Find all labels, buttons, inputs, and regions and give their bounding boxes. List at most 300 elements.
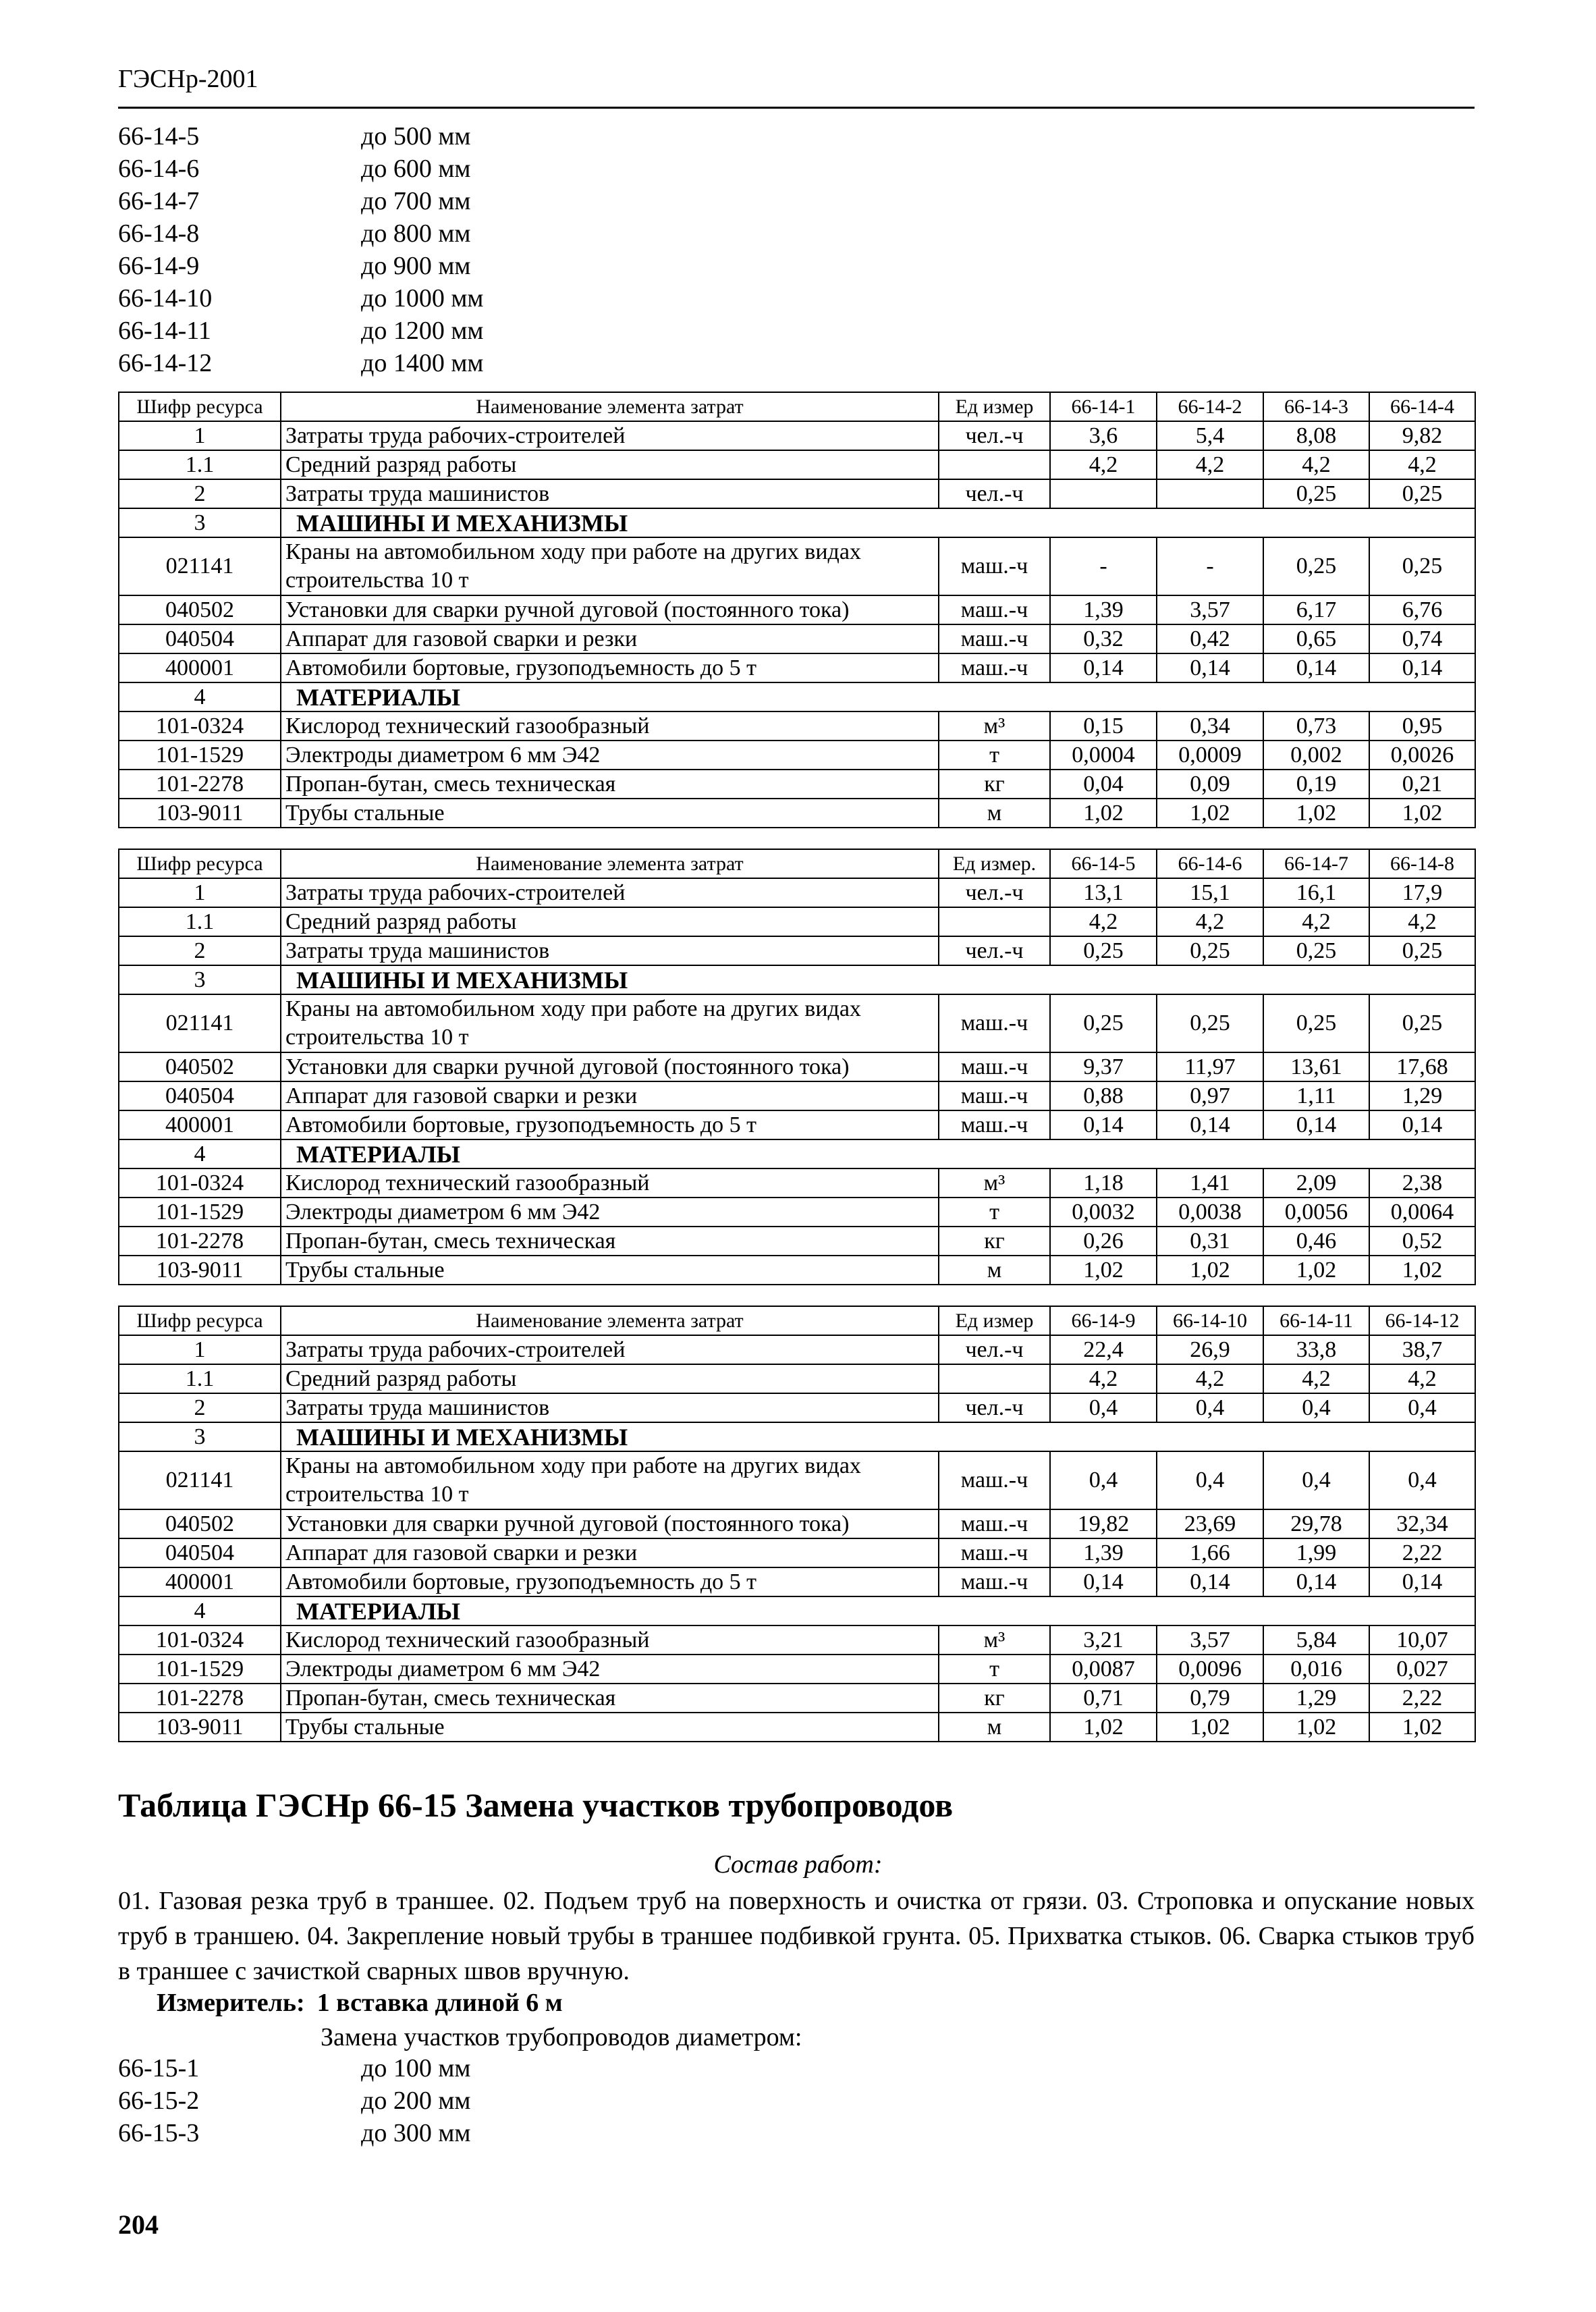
column-header: 66-14-7 <box>1263 849 1369 878</box>
column-header: 66-14-6 <box>1157 849 1263 878</box>
section-row <box>119 1596 1475 1625</box>
value-cell: 0,25 <box>1157 936 1263 965</box>
value-cell: - <box>1050 537 1157 595</box>
value-cell: 1,02 <box>1157 799 1263 828</box>
value-cell: 0,4 <box>1369 1451 1475 1509</box>
value-cell: 0,97 <box>1157 1081 1263 1110</box>
resource-name: Кислород технический газообразный <box>281 1625 939 1655</box>
table-row <box>119 994 1475 1052</box>
value-cell: 5,84 <box>1263 1625 1369 1655</box>
value-cell: 1,02 <box>1157 1256 1263 1285</box>
meter-line <box>157 1988 563 2018</box>
page-number: 204 <box>118 2209 159 2240</box>
column-header: 66-14-4 <box>1369 392 1475 421</box>
value-cell: 29,78 <box>1263 1509 1369 1538</box>
work-description: 01. Газовая резка труб в траншее. 02. Подъем труб на поверхность и очистка от грязи. 03. Строповка и опускание новых труб в траншею. 04. Закрепление новый трубы в траншее подбивкой грунта. 05. Прихватка стыков. 06. Сварка стыков труб в траншее с зачисткой сварных швов вручную. <box>118 1887 1475 1985</box>
value-cell: 0,14 <box>1050 1567 1157 1596</box>
resource-name: Электроды диаметром 6 мм Э42 <box>281 741 939 770</box>
resource-code: 040504 <box>119 624 281 653</box>
resource-code: 1.1 <box>119 907 281 936</box>
column-header: 66-14-11 <box>1263 1306 1369 1335</box>
value-cell: 4,2 <box>1157 450 1263 479</box>
value-cell: 5,4 <box>1157 421 1263 450</box>
value-cell: 2,38 <box>1369 1168 1475 1198</box>
resource-code: 101-2278 <box>119 770 281 799</box>
table-row <box>119 1227 1475 1256</box>
unit: чел.-ч <box>939 1393 1050 1422</box>
value-cell: 0,95 <box>1369 711 1475 741</box>
value-cell <box>1050 479 1157 508</box>
code-label: до 900 мм <box>361 252 471 280</box>
resource-name: Краны на автомобильном ходу при работе на других видах строительства 10 т <box>281 537 939 595</box>
table-row <box>119 741 1475 770</box>
value-cell: 0,73 <box>1263 711 1369 741</box>
resource-name: Автомобили бортовые, грузоподъемность до 5 т <box>281 653 939 682</box>
value-cell: 0,016 <box>1263 1655 1369 1684</box>
column-header: Шифр ресурса <box>119 392 281 421</box>
value-cell: 0,79 <box>1157 1684 1263 1713</box>
value-cell: 1,29 <box>1369 1081 1475 1110</box>
value-cell: 1,11 <box>1263 1081 1369 1110</box>
value-cell: 0,0032 <box>1050 1198 1157 1227</box>
resource-name: Трубы стальные <box>281 1256 939 1285</box>
value-cell: 0,4 <box>1369 1393 1475 1422</box>
column-header: Ед измер <box>939 1306 1050 1335</box>
value-cell: 1,02 <box>1369 1256 1475 1285</box>
resource-name: Пропан-бутан, смесь техническая <box>281 770 939 799</box>
value-cell: 13,1 <box>1050 878 1157 907</box>
value-cell: 13,61 <box>1263 1052 1369 1081</box>
unit: маш.-ч <box>939 595 1050 624</box>
value-cell: 0,14 <box>1369 1110 1475 1139</box>
resource-table-2 <box>118 849 1476 1285</box>
unit: маш.-ч <box>939 1451 1050 1509</box>
value-cell: 0,25 <box>1263 936 1369 965</box>
table-row <box>119 1256 1475 1285</box>
column-header: Шифр ресурса <box>119 849 281 878</box>
resource-code: 2 <box>119 479 281 508</box>
table-row <box>119 1335 1475 1364</box>
work-heading: Состав работ: <box>713 1850 883 1879</box>
resource-name: Аппарат для газовой сварки и резки <box>281 1081 939 1110</box>
value-cell: 10,07 <box>1369 1625 1475 1655</box>
code-label: до 1200 мм <box>361 317 484 345</box>
section-row <box>119 1422 1475 1451</box>
value-cell: 1,02 <box>1050 1256 1157 1285</box>
column-header: 66-14-1 <box>1050 392 1157 421</box>
resource-code: 400001 <box>119 1567 281 1596</box>
resource-name: Затраты труда машинистов <box>281 1393 939 1422</box>
table-row <box>119 878 1475 907</box>
value-cell: 0,14 <box>1050 1110 1157 1139</box>
value-cell: 15,1 <box>1157 878 1263 907</box>
code-label: до 600 мм <box>361 155 471 183</box>
value-cell: 0,0009 <box>1157 741 1263 770</box>
resource-name: Затраты труда машинистов <box>281 936 939 965</box>
table-row <box>119 1364 1475 1393</box>
resource-code: 101-2278 <box>119 1227 281 1256</box>
column-header: 66-14-8 <box>1369 849 1475 878</box>
table-row <box>119 624 1475 653</box>
value-cell: 6,17 <box>1263 595 1369 624</box>
column-header: 66-14-10 <box>1157 1306 1263 1335</box>
resource-name: Кислород технический газообразный <box>281 711 939 741</box>
code: 66-14-12 <box>118 349 213 377</box>
resource-code: 101-1529 <box>119 1655 281 1684</box>
section-row <box>119 682 1475 711</box>
unit: маш.-ч <box>939 1567 1050 1596</box>
meter-label: Измеритель: <box>157 1989 305 2017</box>
unit: маш.-ч <box>939 1110 1050 1139</box>
section-row <box>119 508 1475 537</box>
table-row <box>119 1052 1475 1081</box>
resource-code: 400001 <box>119 1110 281 1139</box>
value-cell: 0,0096 <box>1157 1655 1263 1684</box>
unit: чел.-ч <box>939 1335 1050 1364</box>
code: 66-15-1 <box>118 2054 200 2082</box>
resource-code: 103-9011 <box>119 1256 281 1285</box>
unit: т <box>939 741 1050 770</box>
value-cell: 0,15 <box>1050 711 1157 741</box>
value-cell: 0,14 <box>1157 1567 1263 1596</box>
value-cell: 0,14 <box>1369 1567 1475 1596</box>
value-cell: 9,37 <box>1050 1052 1157 1081</box>
code-row <box>118 315 483 347</box>
value-cell: 4,2 <box>1157 907 1263 936</box>
table-row <box>119 770 1475 799</box>
table-row <box>119 1625 1475 1655</box>
unit: чел.-ч <box>939 421 1050 450</box>
value-cell: 0,027 <box>1369 1655 1475 1684</box>
section-row <box>119 965 1475 994</box>
value-cell: 6,76 <box>1369 595 1475 624</box>
code: 66-15-3 <box>118 2119 200 2147</box>
section-name: МАТЕРИАЛЫ <box>281 682 1475 711</box>
unit: м³ <box>939 1625 1050 1655</box>
value-cell: 0,14 <box>1263 1567 1369 1596</box>
value-cell: 0,21 <box>1369 770 1475 799</box>
value-cell: 3,21 <box>1050 1625 1157 1655</box>
table-row <box>119 907 1475 936</box>
value-cell: 0,0026 <box>1369 741 1475 770</box>
resource-code: 101-1529 <box>119 1198 281 1227</box>
table-row <box>119 595 1475 624</box>
resource-code: 040504 <box>119 1538 281 1567</box>
resource-name: Краны на автомобильном ходу при работе на других видах строительства 10 т <box>281 994 939 1052</box>
code-row <box>118 120 483 153</box>
value-cell: 1,41 <box>1157 1168 1263 1198</box>
unit <box>939 450 1050 479</box>
resource-name: Автомобили бортовые, грузоподъемность до 5 т <box>281 1110 939 1139</box>
codes-list-bottom <box>118 2052 470 2149</box>
table-row <box>119 1684 1475 1713</box>
value-cell: 0,14 <box>1157 1110 1263 1139</box>
column-header: Наименование элемента затрат <box>281 849 939 878</box>
value-cell: 0,4 <box>1263 1393 1369 1422</box>
resource-code: 040502 <box>119 595 281 624</box>
code-label: до 100 мм <box>361 2054 471 2082</box>
code: 66-14-10 <box>118 284 213 313</box>
resource-code: 101-2278 <box>119 1684 281 1713</box>
value-cell: 19,82 <box>1050 1509 1157 1538</box>
unit: чел.-ч <box>939 878 1050 907</box>
value-cell: 1,02 <box>1263 799 1369 828</box>
resource-code: 2 <box>119 1393 281 1422</box>
value-cell: 23,69 <box>1157 1509 1263 1538</box>
value-cell: 0,46 <box>1263 1227 1369 1256</box>
resource-name: Средний разряд работы <box>281 450 939 479</box>
value-cell: 0,4 <box>1157 1451 1263 1509</box>
value-cell: 11,97 <box>1157 1052 1263 1081</box>
value-cell: 33,8 <box>1263 1335 1369 1364</box>
value-cell: 3,6 <box>1050 421 1157 450</box>
resource-code: 101-0324 <box>119 711 281 741</box>
column-header: Шифр ресурса <box>119 1306 281 1335</box>
resource-name: Пропан-бутан, смесь техническая <box>281 1227 939 1256</box>
value-cell: 4,2 <box>1369 907 1475 936</box>
column-header: 66-14-3 <box>1263 392 1369 421</box>
value-cell: 1,02 <box>1263 1256 1369 1285</box>
resource-code: 3 <box>119 508 281 537</box>
resource-name: Краны на автомобильном ходу при работе на других видах строительства 10 т <box>281 1451 939 1509</box>
resource-code: 1 <box>119 878 281 907</box>
value-cell: 0,34 <box>1157 711 1263 741</box>
code-row <box>118 153 483 185</box>
value-cell: 17,68 <box>1369 1052 1475 1081</box>
value-cell: 3,57 <box>1157 1625 1263 1655</box>
table-row <box>119 450 1475 479</box>
diameter-intro: Замена участков трубопроводов диаметром: <box>321 2023 802 2051</box>
value-cell: 0,65 <box>1263 624 1369 653</box>
value-cell: 4,2 <box>1263 1364 1369 1393</box>
code: 66-14-8 <box>118 219 200 248</box>
value-cell: 2,09 <box>1263 1168 1369 1198</box>
resource-code: 101-0324 <box>119 1625 281 1655</box>
value-cell: 1,02 <box>1369 799 1475 828</box>
value-cell: 22,4 <box>1050 1335 1157 1364</box>
value-cell: 0,25 <box>1050 994 1157 1052</box>
resource-name: Затраты труда рабочих-строителей <box>281 878 939 907</box>
value-cell: 1,18 <box>1050 1168 1157 1198</box>
unit <box>939 907 1050 936</box>
value-cell: 0,09 <box>1157 770 1263 799</box>
section-row <box>119 1139 1475 1168</box>
column-header: Ед измер. <box>939 849 1050 878</box>
value-cell: 0,14 <box>1263 1110 1369 1139</box>
table-row <box>119 537 1475 595</box>
unit: т <box>939 1655 1050 1684</box>
value-cell: 0,32 <box>1050 624 1157 653</box>
resource-code: 040504 <box>119 1081 281 1110</box>
value-cell: 2,22 <box>1369 1538 1475 1567</box>
value-cell: 0,31 <box>1157 1227 1263 1256</box>
unit: м <box>939 799 1050 828</box>
value-cell: 1,39 <box>1050 1538 1157 1567</box>
value-cell: 0,74 <box>1369 624 1475 653</box>
resource-name: Затраты труда машинистов <box>281 479 939 508</box>
value-cell: 4,2 <box>1050 907 1157 936</box>
resource-code: 4 <box>119 1139 281 1168</box>
table-row <box>119 1538 1475 1567</box>
value-cell: 0,002 <box>1263 741 1369 770</box>
value-cell: 4,2 <box>1263 907 1369 936</box>
unit: м <box>939 1256 1050 1285</box>
table-header-row <box>119 849 1475 878</box>
table-row <box>119 1081 1475 1110</box>
value-cell: 26,9 <box>1157 1335 1263 1364</box>
value-cell: 0,14 <box>1157 653 1263 682</box>
value-cell: 0,0064 <box>1369 1198 1475 1227</box>
resource-code: 040502 <box>119 1509 281 1538</box>
column-header: 66-14-5 <box>1050 849 1157 878</box>
unit: кг <box>939 1227 1050 1256</box>
value-cell: 0,14 <box>1050 653 1157 682</box>
table-row <box>119 1198 1475 1227</box>
column-header: Ед измер <box>939 392 1050 421</box>
value-cell: 8,08 <box>1263 421 1369 450</box>
value-cell: 0,0004 <box>1050 741 1157 770</box>
resource-name: Электроды диаметром 6 мм Э42 <box>281 1198 939 1227</box>
table-row <box>119 1509 1475 1538</box>
table-row <box>119 1393 1475 1422</box>
value-cell: 2,22 <box>1369 1684 1475 1713</box>
value-cell: 32,34 <box>1369 1509 1475 1538</box>
code: 66-14-5 <box>118 122 200 151</box>
code-label: до 700 мм <box>361 187 471 215</box>
value-cell: 0,26 <box>1050 1227 1157 1256</box>
code-label: до 800 мм <box>361 219 471 248</box>
value-cell: 0,25 <box>1263 479 1369 508</box>
value-cell: 16,1 <box>1263 878 1369 907</box>
table-row <box>119 936 1475 965</box>
code-label: до 500 мм <box>361 122 471 151</box>
value-cell: 1,02 <box>1050 1713 1157 1742</box>
value-cell: 0,14 <box>1369 653 1475 682</box>
table-row <box>119 711 1475 741</box>
resource-name: Установки для сварки ручной дуговой (постоянного тока) <box>281 595 939 624</box>
value-cell: 0,0056 <box>1263 1198 1369 1227</box>
resource-code: 4 <box>119 682 281 711</box>
unit: маш.-ч <box>939 1052 1050 1081</box>
resource-name: Автомобили бортовые, грузоподъемность до 5 т <box>281 1567 939 1596</box>
unit: маш.-ч <box>939 537 1050 595</box>
unit: м <box>939 1713 1050 1742</box>
value-cell: 0,4 <box>1263 1451 1369 1509</box>
value-cell: 0,0038 <box>1157 1198 1263 1227</box>
resource-code: 103-9011 <box>119 799 281 828</box>
table-header-row <box>119 1306 1475 1335</box>
table-row <box>119 479 1475 508</box>
unit: маш.-ч <box>939 624 1050 653</box>
code-row <box>118 185 483 217</box>
code-row <box>118 250 483 282</box>
section-name: МАШИНЫ И МЕХАНИЗМЫ <box>281 508 1475 537</box>
value-cell: 0,4 <box>1050 1393 1157 1422</box>
code-row <box>118 2117 470 2149</box>
code: 66-14-6 <box>118 155 200 183</box>
code-label: до 200 мм <box>361 2087 471 2115</box>
resource-code: 400001 <box>119 653 281 682</box>
resource-code: 3 <box>119 965 281 994</box>
value-cell: 0,0087 <box>1050 1655 1157 1684</box>
value-cell: 1,29 <box>1263 1684 1369 1713</box>
column-header: Наименование элемента затрат <box>281 1306 939 1335</box>
unit: чел.-ч <box>939 479 1050 508</box>
table-row <box>119 1713 1475 1742</box>
value-cell: 38,7 <box>1369 1335 1475 1364</box>
code-label: до 1000 мм <box>361 284 484 313</box>
resource-code: 1.1 <box>119 1364 281 1393</box>
value-cell: 0,25 <box>1369 936 1475 965</box>
value-cell: 0,25 <box>1157 994 1263 1052</box>
value-cell: 1,66 <box>1157 1538 1263 1567</box>
unit <box>939 1364 1050 1393</box>
value-cell: 1,02 <box>1369 1713 1475 1742</box>
resource-name: Аппарат для газовой сварки и резки <box>281 624 939 653</box>
table-row <box>119 1655 1475 1684</box>
unit: кг <box>939 770 1050 799</box>
resource-name: Аппарат для газовой сварки и резки <box>281 1538 939 1567</box>
resource-code: 2 <box>119 936 281 965</box>
resource-code: 4 <box>119 1596 281 1625</box>
table-row <box>119 799 1475 828</box>
unit: маш.-ч <box>939 1081 1050 1110</box>
value-cell: 0,88 <box>1050 1081 1157 1110</box>
resource-code: 101-0324 <box>119 1168 281 1198</box>
table-row <box>119 1110 1475 1139</box>
value-cell: 17,9 <box>1369 878 1475 907</box>
value-cell: 0,14 <box>1263 653 1369 682</box>
unit: маш.-ч <box>939 1509 1050 1538</box>
unit: м³ <box>939 711 1050 741</box>
code-row <box>118 217 483 250</box>
value-cell: 0,25 <box>1369 479 1475 508</box>
value-cell: 1,99 <box>1263 1538 1369 1567</box>
resource-code: 1 <box>119 1335 281 1364</box>
resource-code: 101-1529 <box>119 741 281 770</box>
value-cell: 0,42 <box>1157 624 1263 653</box>
unit: чел.-ч <box>939 936 1050 965</box>
resource-code: 1.1 <box>119 450 281 479</box>
code: 66-15-2 <box>118 2087 200 2115</box>
value-cell: 0,25 <box>1369 537 1475 595</box>
table-row <box>119 1168 1475 1198</box>
value-cell: 0,25 <box>1263 537 1369 595</box>
code: 66-14-7 <box>118 187 200 215</box>
column-header: 66-14-9 <box>1050 1306 1157 1335</box>
value-cell: 4,2 <box>1263 450 1369 479</box>
code-row <box>118 2085 470 2117</box>
meter-value: 1 вставка длиной 6 м <box>317 1989 563 2017</box>
resource-code: 021141 <box>119 537 281 595</box>
code: 66-14-9 <box>118 252 200 280</box>
value-cell <box>1157 479 1263 508</box>
value-cell: 0,4 <box>1157 1393 1263 1422</box>
code-row <box>118 2052 470 2085</box>
resource-name: Трубы стальные <box>281 799 939 828</box>
value-cell: 0,71 <box>1050 1684 1157 1713</box>
value-cell: 9,82 <box>1369 421 1475 450</box>
code: 66-14-11 <box>118 317 211 345</box>
value-cell: 1,02 <box>1263 1713 1369 1742</box>
section-name: МАТЕРИАЛЫ <box>281 1139 1475 1168</box>
value-cell: 0,04 <box>1050 770 1157 799</box>
value-cell: 0,19 <box>1263 770 1369 799</box>
resource-name: Установки для сварки ручной дуговой (постоянного тока) <box>281 1509 939 1538</box>
value-cell: 0,25 <box>1369 994 1475 1052</box>
resource-name: Установки для сварки ручной дуговой (постоянного тока) <box>281 1052 939 1081</box>
unit: т <box>939 1198 1050 1227</box>
